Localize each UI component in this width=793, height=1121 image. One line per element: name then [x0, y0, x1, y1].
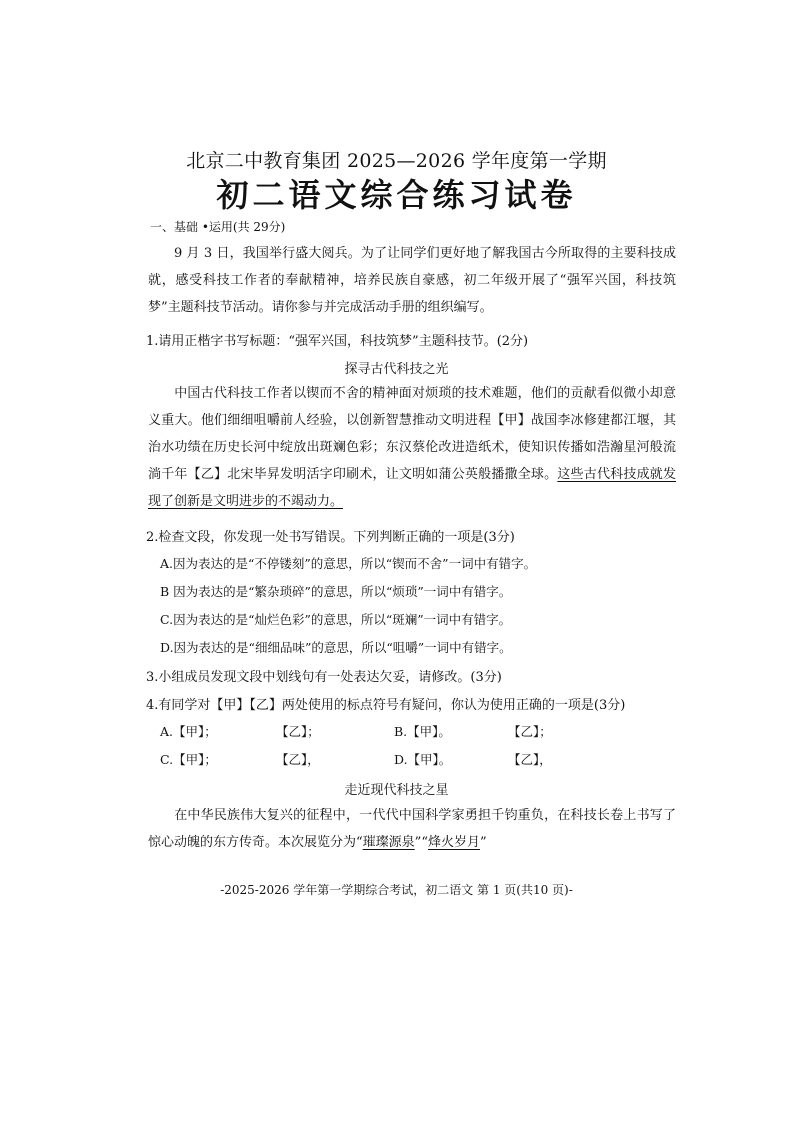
- passage-1: [148, 380, 676, 515]
- passage-1-text: 中国古代科技工作者以锲而不舍的精神面对烦琐的技术难题，他们的贡献看似微小却意义重大。他们细细咀嚼前人经验，以创新智慧推动文明进程【甲】战国李冰修建都江堰，其治水功绩在历史长河中绽放出斑斓色彩；东汉蔡伦改进造纸术，使知识传播如浩瀚星河般流淌千年【乙】北宋毕昇发明活字印刷术，让文明如蒲公英般播撒全球。: [148, 386, 676, 482]
- quote-mid: ”“: [414, 835, 428, 850]
- section-heading: 一、基础 •运用(共 29分): [150, 220, 286, 234]
- question-3: 3.小组成员发现文段中划线句有一处表达欠妥，请修改。(3分): [146, 670, 502, 685]
- question-4: 4.有同学对【甲】【乙】两处使用的标点符号有疑问，你认为使用正确的一项是(3分): [146, 698, 626, 713]
- passage-1-heading: 探寻古代科技之光: [344, 362, 449, 377]
- q2-option-c: C.因为表达的是“灿烂色彩”的意思，所以“斑斓”一词中有错字。: [160, 612, 512, 627]
- q4-option-d-first: D.【甲】。: [394, 752, 452, 767]
- q4-option-a-first: A.【甲】；: [160, 724, 217, 739]
- question-1: 1.请用正楷字书写标题：“强军兴国，科技筑梦”主题科技节。(2分): [146, 334, 529, 349]
- section-intro-text: 9 月 3 日，我国举行盛大阅兵。为了让同学们更好地了解我国古今所取得的主要科技成就，感受科技工作者的奉献精神，培养民族自豪感，初二年级开展了“强军兴国，科技筑梦”主题科技节活动。请你参与并完成活动手册的组织编写。: [148, 246, 676, 315]
- q4-option-c-first: C.【甲】；: [160, 752, 217, 767]
- q4-option-a-second: 【乙】；: [276, 724, 320, 739]
- quote-end: ”: [479, 835, 487, 850]
- page-footer: -2025-2026 学年第一学期综合考试，初二语文 第 1 页(共10 页)-: [220, 883, 573, 897]
- school-name: 北京二中教育集团 2025—2026 学年度第一学期: [186, 150, 607, 172]
- q2-option-b: B 因为表达的是“繁杂琐碎”的意思，所以“烦琐”一词中有错字。: [160, 584, 512, 599]
- passage-2-heading: 走近现代科技之星: [344, 783, 449, 798]
- q4-option-c-second: 【乙】，: [276, 752, 320, 767]
- q2-option-d: D.因为表达的是“细细品味”的意思，所以“咀嚼”一词中有错字。: [160, 640, 512, 655]
- exam-title: 初二语文综合练习试卷: [216, 176, 577, 214]
- underlined-sentence: 这些古代科技成就发现了创新是文明进步的不竭动力。: [148, 467, 676, 509]
- q2-option-a: A.因为表达的是“不停镂刻”的意思，所以“锲而不舍”一词中有错字。: [160, 556, 537, 571]
- passage-2-text: 在中华民族伟大复兴的征程中，一代代中国科学家勇担千钧重负，在科技长卷上书写了惊心动魄的东方传奇。本次展览分为“: [148, 808, 676, 850]
- q4-option-b-first: B.【甲】。: [394, 724, 451, 739]
- q4-option-d-second: 【乙】，: [508, 752, 552, 767]
- question-2: 2.检查文段，你发现一处书写错误。下列判断正确的一项是(3分): [146, 530, 515, 545]
- exhibit-term-1: 璀璨源泉: [362, 835, 415, 850]
- section-intro: [148, 240, 676, 321]
- passage-2: [148, 802, 676, 856]
- q4-option-b-second: 【乙】；: [508, 724, 552, 739]
- exhibit-term-2: 烽火岁月: [427, 835, 480, 850]
